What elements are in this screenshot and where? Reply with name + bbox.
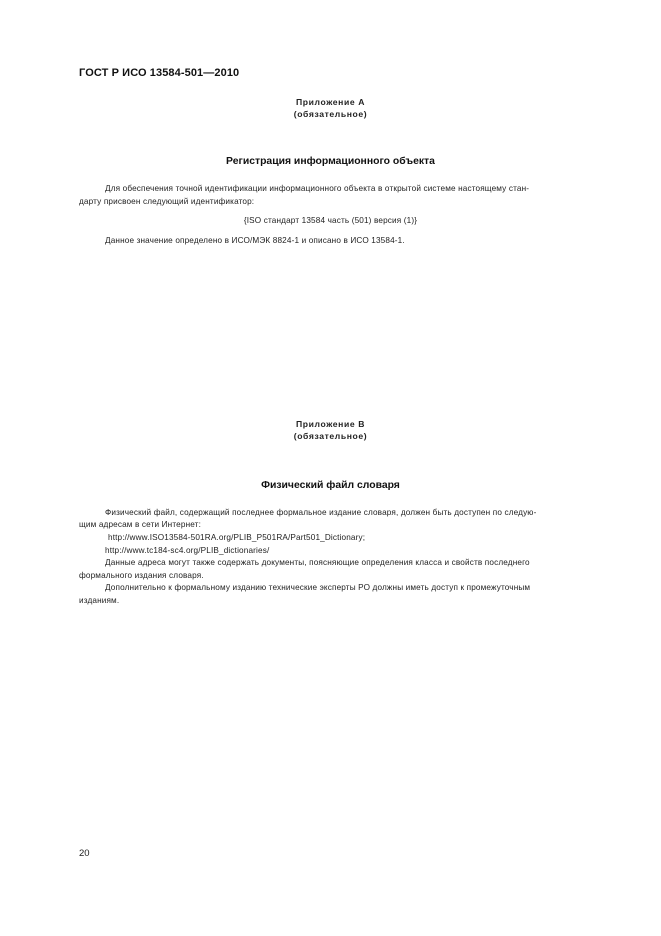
annex-b-label: Приложение В	[296, 419, 365, 429]
annex-b-paragraph-2-line-2: формального издания словаря.	[79, 571, 204, 580]
annex-b-url-2: http://www.tc184-sc4.org/PLIB_dictionaries/	[105, 546, 270, 555]
annex-b-paragraph-1-line-2: щим адресам в сети Интернет:	[79, 520, 201, 529]
annex-a-identifier: {ISO стандарт 13584 часть (501) версия (1)}	[243, 216, 418, 225]
annex-a-paragraph-1-line-2: дарту присвоен следующий идентификатор:	[79, 197, 255, 206]
annex-a-status: (обязательное)	[293, 109, 368, 119]
annex-b-status: (обязательное)	[293, 431, 368, 441]
annex-b-paragraph-2-line-1: Данные адреса могут также содержать документы, поясняющие определения класса и свойств последнего	[105, 558, 530, 567]
annex-b-paragraph-3-line-2: изданиям.	[79, 596, 120, 605]
annex-a-label: Приложение А	[296, 97, 365, 107]
annex-b-paragraph-1-line-1: Физический файл, содержащий последнее формальное издание словаря, должен быть доступен по следую-	[105, 508, 537, 517]
annex-b-url-1: http://www.ISO13584-501RA.org/PLIB_P501RA/Part501_Dictionary;	[108, 533, 366, 542]
annex-a-paragraph-2: Данное значение определено в ИСО/МЭК 8824-1 и описано в ИСО 13584-1.	[105, 236, 405, 245]
document-header: ГОСТ Р ИСО 13584-501—2010	[79, 67, 240, 79]
annex-a-paragraph-1-line-1: Для обеспечения точной идентификации информационного объекта в открытой системе настоящему стан-	[105, 184, 530, 193]
annex-b-title: Физический файл словаря	[261, 480, 400, 491]
page-number: 20	[79, 848, 90, 859]
annex-b-paragraph-3-line-1: Дополнительно к формальному изданию технические эксперты РО должны иметь доступ к промежуточным	[105, 583, 531, 592]
annex-a-title: Регистрация информационного объекта	[226, 156, 435, 167]
